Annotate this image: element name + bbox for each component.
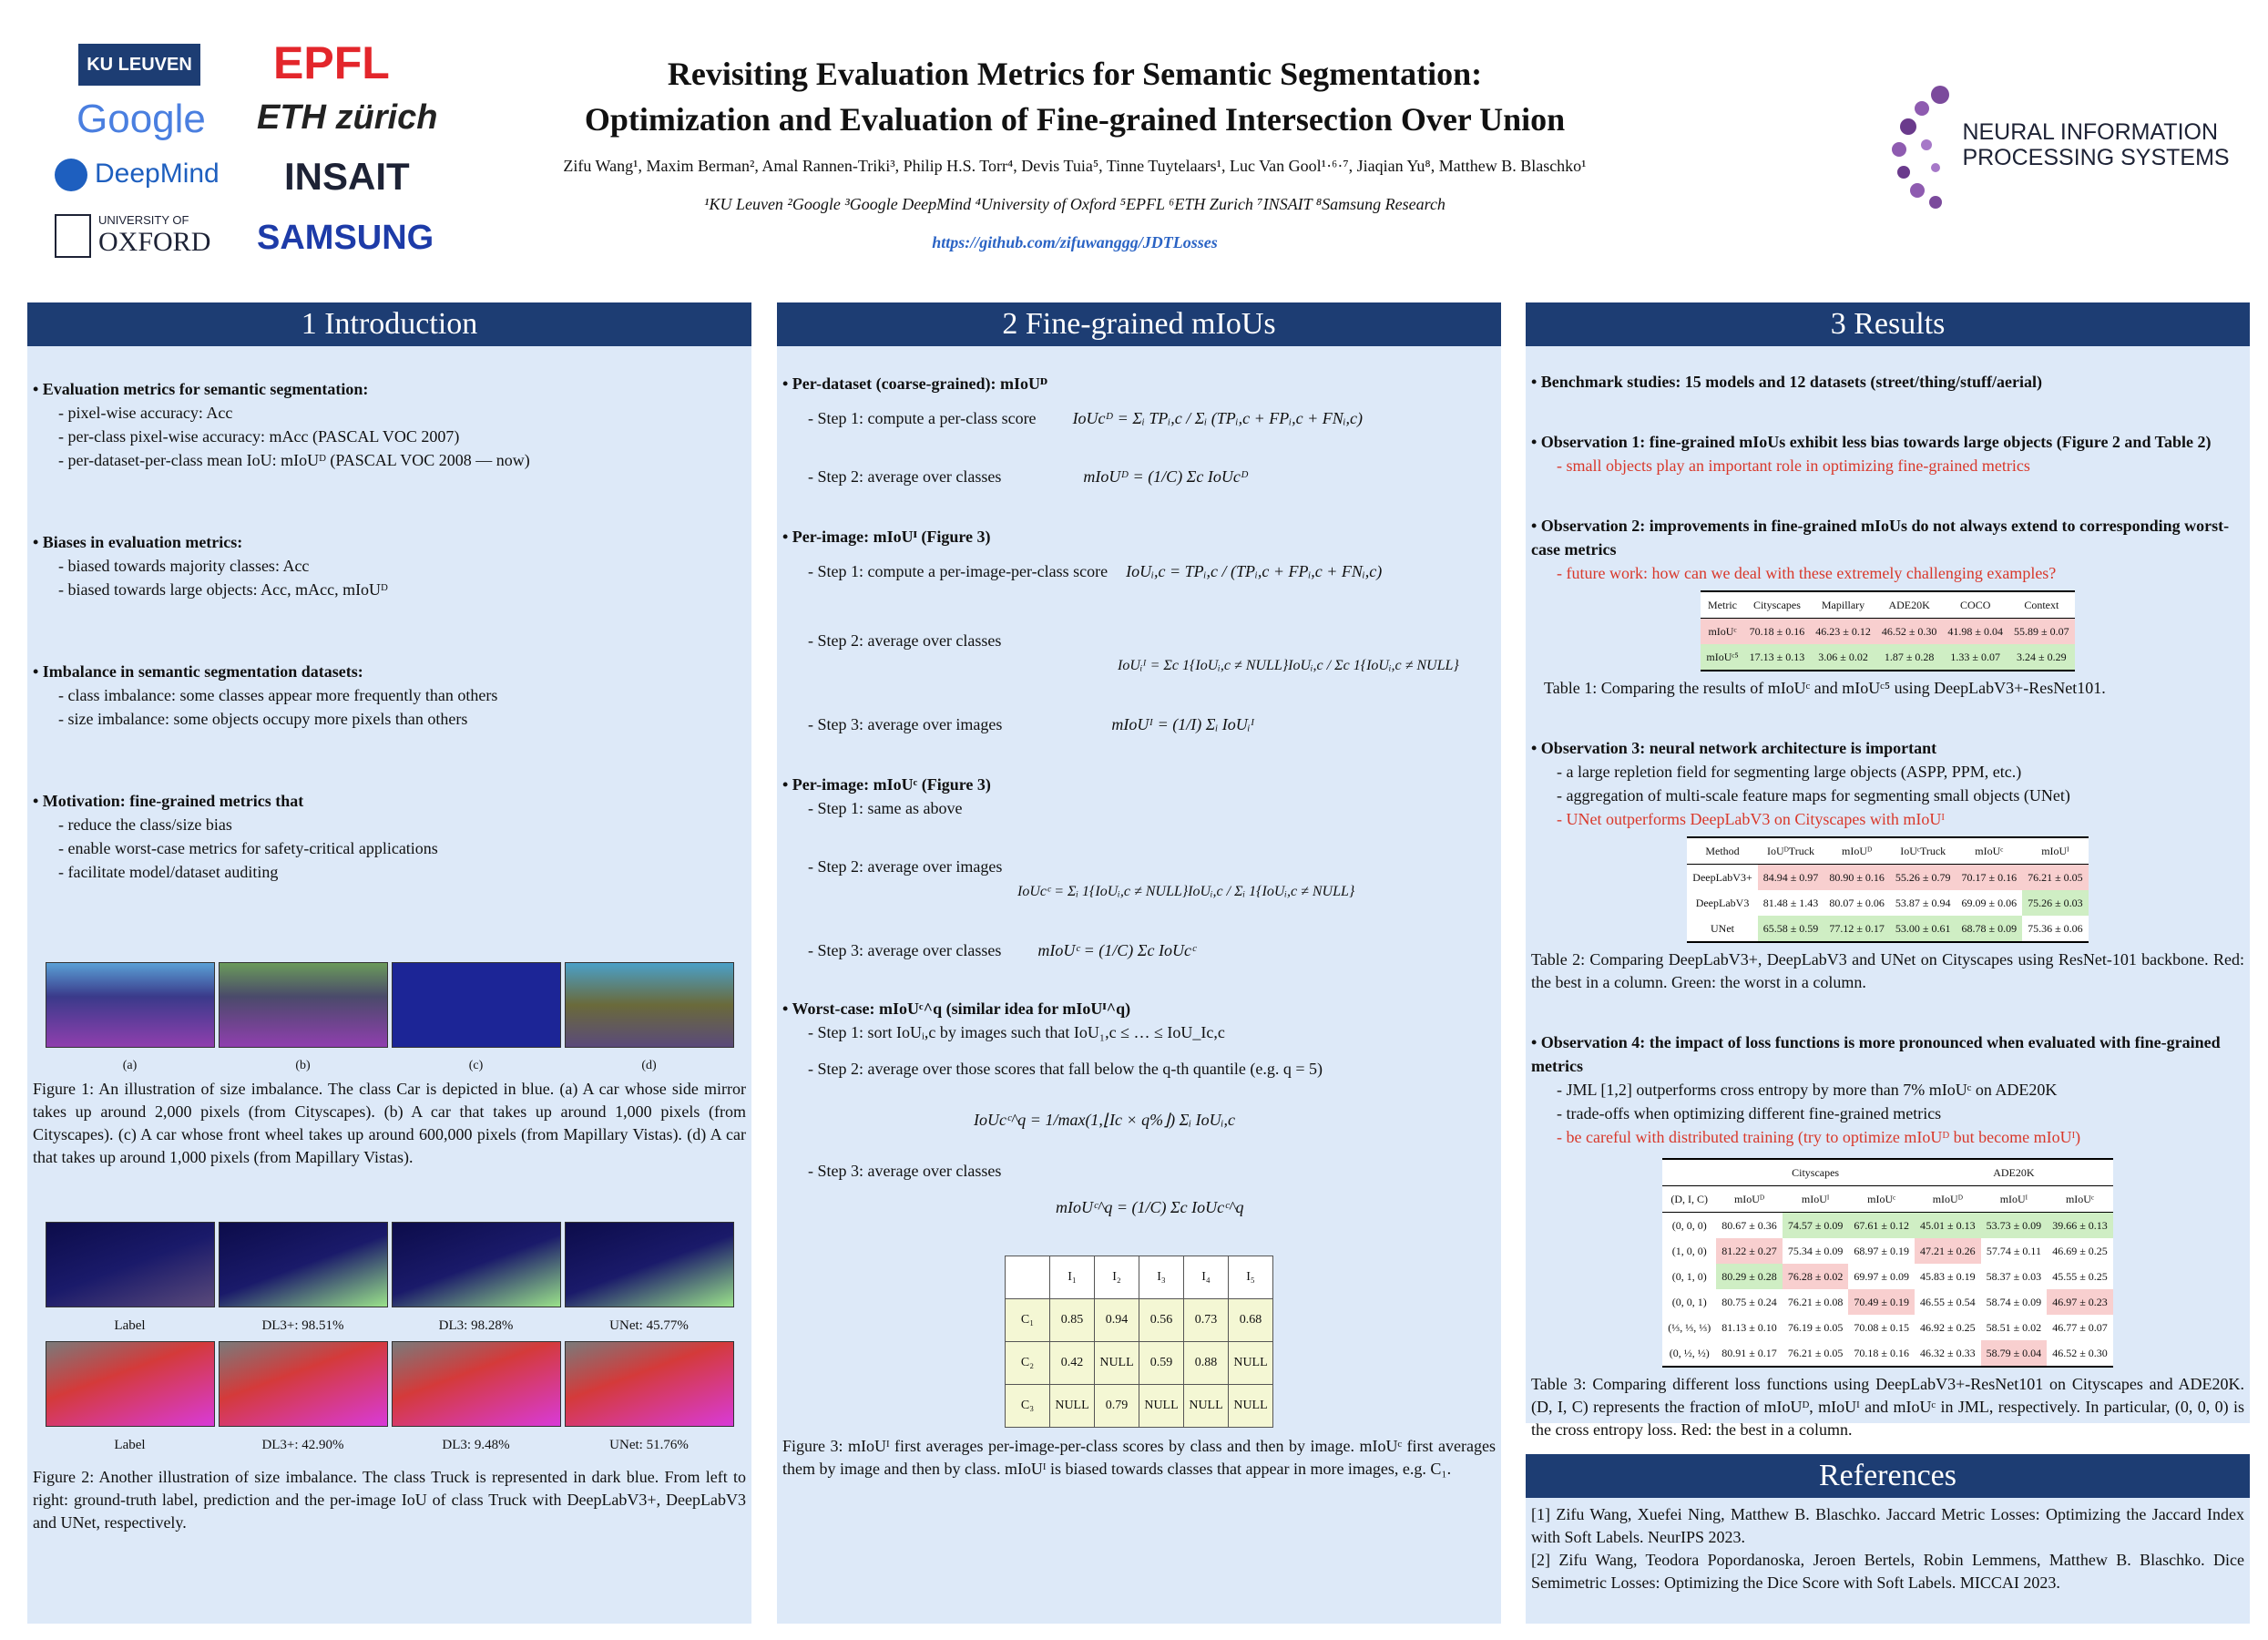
table-cell: 80.75 ± 0.24 — [1721, 1296, 1777, 1308]
table-cell: 47.21 ± 0.26 — [1915, 1238, 1981, 1264]
step — [782, 406, 1496, 430]
intro-list-item: - reduce the class/size bias — [58, 815, 232, 834]
neurips-dots-icon — [1885, 77, 1958, 213]
grid-cell: NULL — [1050, 1385, 1095, 1428]
figure1-image-c — [392, 962, 561, 1048]
table-cell: 46.69 ± 0.25 — [2052, 1245, 2108, 1257]
neurips-line1: NEURAL INFORMATION — [1962, 119, 2219, 145]
figure1-label: (a) — [122, 1059, 138, 1072]
step-text: - Step 2: average over images — [808, 857, 1003, 876]
grid-cell: 0.85 — [1050, 1299, 1095, 1342]
observation4: • Observation 4: the impact of loss functions is more pronounced when evaluated with fine-grained metrics — [1531, 1033, 2221, 1075]
table-cell: 80.91 ± 0.17 — [1721, 1347, 1777, 1359]
table-cell: 80.67 ± 0.36 — [1721, 1219, 1777, 1232]
oxford-text: OXFORD — [98, 227, 211, 257]
deepmind-text: DeepMind — [95, 159, 220, 189]
table-cell: mIoUᶜ⁵ — [1706, 651, 1739, 663]
poster-title-line1: Revisiting Evaluation Metrics for Semantic Segmentation: — [667, 56, 1483, 92]
observation4-item: - trade-offs when optimizing different fine-grained metrics — [1557, 1104, 1942, 1122]
table-cell: 68.97 ± 0.19 — [1854, 1245, 1909, 1257]
table-cell: 76.21 ± 0.05 — [1787, 1347, 1844, 1359]
figure3-caption: Figure 3: mIoUᴵ first averages per-image-per-class scores by class and then by image. mIoUᶜ first averages them by image and then by class. mIoUᴵ is biased towards classes that appear in more images, e.g. C₁. — [782, 1437, 1496, 1478]
grid-cell: NULL — [1184, 1385, 1229, 1428]
deepmind-icon — [55, 159, 87, 191]
table-cell: 3.06 ± 0.02 — [1818, 651, 1868, 663]
table-cell: (1, 0, 0) — [1671, 1245, 1707, 1257]
observation3-item: - aggregation of multi-scale feature maps for segmenting small objects (UNet) — [1557, 786, 2070, 805]
table-cell: DeepLabV3+ — [1692, 871, 1752, 884]
step-text: - Step 1: compute a per-image-per-class score — [808, 562, 1108, 580]
table-cell: 81.48 ± 1.43 — [1762, 897, 1819, 909]
table-cell: 75.34 ± 0.09 — [1787, 1245, 1844, 1257]
table-cell: 74.57 ± 0.09 — [1783, 1213, 1849, 1239]
table2 — [1687, 836, 2088, 943]
grid-cell: 0.73 — [1184, 1299, 1229, 1342]
figure2-image — [46, 1341, 215, 1427]
table-cell: 77.12 ± 0.17 — [1824, 916, 1890, 942]
step — [782, 938, 1496, 962]
reference-item: [2] Zifu Wang, Teodora Popordanoska, Jeroen Bertels, Robin Lemmens, Matthew B. Blaschko. Dice Semimetric Losses: Optimizing the Dice Score with Soft Labels. MICCAI 2023. — [1531, 1551, 2244, 1592]
table-cell: 76.19 ± 0.05 — [1787, 1321, 1844, 1334]
table3-caption: Table 3: Comparing different loss functions using DeepLabV3+-ResNet101 on Cityscapes and ADE20K. (D, I, C) represents the fraction of mIoUᴰ, mIoUᴵ and mIoUᶜ in JML, respectively. In particular, (0, 0, 0) is the cross entropy loss. Red: the best in a column. — [1531, 1375, 2244, 1439]
table-group-header: ADE20K — [1915, 1159, 2113, 1186]
table-cell: 46.92 ± 0.25 — [1920, 1321, 1976, 1334]
figure1-label: (c) — [468, 1059, 484, 1072]
step: - Step 2: average over those scores that fall below the q-th quantile (e.g. q = 5) — [808, 1060, 1323, 1078]
grid-cell: NULL — [1229, 1385, 1273, 1428]
figure1-image-d — [565, 962, 734, 1048]
section-per-image-I: • Per-image: mIoUᴵ (Figure 3) — [782, 528, 991, 546]
formula: mIoUᴵ = (1/I) Σᵢ IoUᵢᴵ — [1111, 715, 1255, 733]
grid-col-header: I₃ — [1139, 1256, 1184, 1299]
table-header: mIoUᶜ — [1956, 837, 2023, 865]
intro-heading-metrics: • Evaluation metrics for semantic segmentation: — [33, 380, 369, 398]
figure2-label: Label — [114, 1438, 146, 1452]
reference-item: [1] Zifu Wang, Xuefei Ning, Matthew B. Blaschko. Jaccard Metric Losses: Optimizing the Jaccard Index with Soft Labels. NeurIPS 2023. — [1531, 1505, 2244, 1546]
results-heading: 3 Results — [1526, 302, 2250, 346]
observation3-note: - UNet outperforms DeepLabV3 on Cityscapes with mIoUᴵ — [1557, 810, 1945, 828]
table-cell: 1.33 ± 0.07 — [1950, 651, 2001, 663]
table2-caption: Table 2: Comparing DeepLabV3+, DeepLabV3 and UNet on Cityscapes using ResNet-101 backbone. Red: the best in a column. Green: the worst in a column. — [1531, 950, 2244, 991]
formula: mIoUᶜ = (1/C) Σc IoUcᶜ — [1037, 941, 1196, 959]
intro-list-item: - per-dataset-per-class mean IoU: mIoUᴰ (PASCAL VOC 2008 — now) — [58, 451, 530, 469]
table-header: mIoUᴰ — [1915, 1186, 1981, 1213]
table-cell: 45.83 ± 0.19 — [1920, 1270, 1976, 1283]
table-header — [1662, 1159, 1716, 1186]
table1-caption: Table 1: Comparing the results of mIoUᶜ and mIoUᶜ⁵ using DeepLabV3+-ResNet101. — [1544, 679, 2106, 697]
table-header: mIoUᴵ — [2022, 837, 2089, 865]
table-cell: 84.94 ± 0.97 — [1758, 865, 1824, 891]
table-cell: 81.13 ± 0.10 — [1721, 1321, 1777, 1334]
table-cell: 81.22 ± 0.27 — [1716, 1238, 1783, 1264]
table-cell: 1.87 ± 0.28 — [1884, 651, 1935, 663]
table-cell: 58.51 ± 0.02 — [1986, 1321, 2042, 1334]
section-per-image-C: • Per-image: mIoUᶜ (Figure 3) — [782, 775, 991, 794]
intro-list-item: - per-class pixel-wise accuracy: mAcc (PASCAL VOC 2007) — [58, 427, 460, 446]
epfl-logo: EPFL — [273, 37, 390, 88]
grid-cell: 0.59 — [1139, 1342, 1184, 1385]
table-header: IoUᶜTruck — [1890, 837, 1956, 865]
table-cell: 69.09 ± 0.06 — [1961, 897, 2018, 909]
table-cell: 76.21 ± 0.08 — [1787, 1296, 1844, 1308]
table-cell: 53.87 ± 0.94 — [1895, 897, 1951, 909]
table-header: Metric — [1701, 591, 1743, 619]
step — [782, 559, 1496, 583]
table-cell: 41.98 ± 0.04 — [1947, 625, 2004, 638]
figure2-caption: Figure 2: Another illustration of size imbalance. The class Truck is represented in dark blue. From left to right: ground-truth label, prediction and the per-image IoU of class Truck with DeepLabV3+, DeepLabV3 and UNet, respectively. — [33, 1468, 746, 1532]
table-cell: 58.37 ± 0.03 — [1986, 1270, 2042, 1283]
intro-heading-biases: • Biases in evaluation metrics: — [33, 533, 243, 551]
table1 — [1701, 590, 2074, 671]
samsung-logo: SAMSUNG — [257, 219, 434, 257]
table-cell: 70.18 ± 0.16 — [1854, 1347, 1909, 1359]
step-text: - Step 2: average over classes — [808, 467, 1002, 486]
table-cell: 46.77 ± 0.07 — [2052, 1321, 2108, 1334]
step: - Step 1: sort IoUᵢ,c by images such that IoU₁,c ≤ … ≤ IoU_Ic,c — [808, 1023, 1225, 1041]
grid-cell: 0.79 — [1095, 1385, 1139, 1428]
table-cell: (0, 0, 1) — [1671, 1296, 1707, 1308]
figure2-image — [565, 1222, 734, 1307]
table-cell: (0, ½, ½) — [1669, 1347, 1710, 1359]
intro-list-item: - biased towards large objects: Acc, mAcc, mIoUᴰ — [58, 580, 388, 599]
figure2-label: DL3: 98.28% — [438, 1318, 514, 1333]
table-cell: (⅓, ⅓, ⅓) — [1668, 1321, 1711, 1334]
table-header: COCO — [1942, 591, 2008, 619]
introduction-panel — [27, 302, 751, 1624]
figure2-image — [219, 1341, 388, 1427]
figure2-row2 — [33, 1341, 746, 1457]
github-link[interactable]: https://github.com/zifuwanggg/JDTLosses — [932, 233, 1218, 251]
figure2-image — [219, 1222, 388, 1307]
grid-col-header: I₄ — [1184, 1256, 1229, 1299]
intro-list-item: - enable worst-case metrics for safety-critical applications — [58, 839, 438, 857]
figure1-image-b — [219, 962, 388, 1048]
grid-col-header: I₅ — [1229, 1256, 1273, 1299]
grid-row-header: C₁ — [1006, 1299, 1050, 1342]
intro-list-item: - facilitate model/dataset auditing — [58, 863, 279, 881]
results-panel — [1526, 302, 2250, 1439]
authors: Zifu Wang¹, Maxim Berman², Amal Rannen-Triki³, Philip H.S. Torr⁴, Devis Tuia⁵, Tinne Tuytelaars¹, Luc Van Gool¹·⁶·⁷, Jiaqian Yu⁸, Matthew B. Blaschko¹ — [563, 157, 1587, 175]
intro-list-item: - size imbalance: some objects occupy more pixels than others — [58, 710, 468, 728]
table-cell: 80.07 ± 0.06 — [1829, 897, 1885, 909]
figure1-caption: Figure 1: An illustration of size imbalance. The class Car is depicted in blue. (a) A car whose side mirror takes up around 2,000 pixels (from Cityscapes). (b) A car that takes up around 1,000 pixels (from Cityscapes). (c) A car whose front wheel takes up around 600,000 pixels (from Mapillary Vistas). (d) A car that takes up around 1,000 pixels (from Mapillary Vistas). — [33, 1080, 746, 1166]
formula: IoUᵢ,c = TPᵢ,c / (TPᵢ,c + FPᵢ,c + FNᵢ,c) — [1126, 562, 1383, 580]
table-cell: 53.73 ± 0.09 — [1981, 1213, 2048, 1239]
table-header: mIoUᶜ — [2047, 1186, 2113, 1213]
table-cell: mIoUᶜ — [1708, 625, 1737, 638]
table-header: Mapillary — [1810, 591, 1876, 619]
benchmark-text: • Benchmark studies: 15 models and 12 datasets (street/thing/stuff/aerial) — [1531, 373, 2042, 391]
table-cell: 46.55 ± 0.54 — [1920, 1296, 1976, 1308]
figure2-label: UNet: 51.76% — [609, 1438, 689, 1452]
observation3-item: - a large repletion field for segmenting large objects (ASPP, PPM, etc.) — [1557, 763, 2022, 781]
table-cell: 75.36 ± 0.06 — [2028, 922, 2083, 935]
observation4-item: - JML [1,2] outperforms cross entropy by more than 7% mIoUᶜ on ADE20K — [1557, 1081, 2058, 1099]
table-cell: 69.97 ± 0.09 — [1854, 1270, 1909, 1283]
table-cell: 3.24 ± 0.29 — [2017, 651, 2067, 663]
figure2-label: DL3+: 42.90% — [261, 1438, 344, 1452]
table-cell: 45.55 ± 0.25 — [2052, 1270, 2108, 1283]
table-cell: 70.49 ± 0.19 — [1848, 1289, 1915, 1315]
formula: mIoUᶜ^q = (1/C) Σc IoUcᶜ^q — [1056, 1198, 1244, 1216]
figure2-label: UNet: 45.77% — [609, 1318, 689, 1333]
figure2-image — [46, 1222, 215, 1307]
neurips-line2: PROCESSING SYSTEMS — [1962, 145, 2230, 170]
figure1 — [33, 962, 746, 1078]
grid-cell: NULL — [1229, 1342, 1273, 1385]
references-heading: References — [1526, 1454, 2250, 1498]
figure2-image — [392, 1222, 561, 1307]
figure1-image-a — [46, 962, 215, 1048]
table-cell: 65.58 ± 0.59 — [1758, 916, 1824, 942]
table-cell: 46.23 ± 0.12 — [1815, 625, 1871, 638]
observation4-note: - be careful with distributed training (try to optimize mIoUᴰ but become mIoUᴵ) — [1557, 1128, 2081, 1146]
kuleuven-logo: KU LEUVEN — [78, 44, 200, 86]
grid-cell: NULL — [1139, 1385, 1184, 1428]
table-cell: 55.89 ± 0.07 — [2014, 625, 2069, 638]
formula: IoUcᶜ^q = 1/max(1,⌊Ic × q%⌋) Σᵢ IoUᵢ,c — [974, 1111, 1235, 1129]
formula: mIoUᴰ = (1/C) Σc IoUcᴰ — [1083, 467, 1249, 486]
table-cell: 39.66 ± 0.13 — [2047, 1213, 2113, 1239]
formula: IoUcᶜ = Σᵢ 1{IoUᵢ,c ≠ NULL}IoUᵢ,c / Σᵢ 1{IoUᵢ,c ≠ NULL} — [1017, 884, 1355, 899]
grid-corner — [1006, 1256, 1050, 1299]
step — [782, 465, 1496, 488]
table-header: Context — [2008, 591, 2075, 619]
step-text: - Step 1: compute a per-class score — [808, 409, 1037, 427]
references-panel — [1526, 1454, 2250, 1624]
table-cell: 70.08 ± 0.15 — [1854, 1321, 1909, 1334]
table-cell: 76.28 ± 0.02 — [1783, 1264, 1849, 1289]
table-cell: 58.79 ± 0.04 — [1981, 1340, 2048, 1367]
affiliations: ¹KU Leuven ²Google ³Google DeepMind ⁴University of Oxford ⁵EPFL ⁶ETH Zurich ⁷INSAIT ⁸Samsung Research — [704, 195, 1446, 213]
table-cell: (0, 0, 0) — [1671, 1219, 1707, 1232]
table-cell: 80.90 ± 0.16 — [1824, 865, 1890, 891]
table-cell: 46.52 ± 0.30 — [1881, 625, 1937, 638]
figure1-label: (b) — [295, 1059, 311, 1072]
oxford-crest-icon — [55, 214, 91, 258]
intro-list-item: - pixel-wise accuracy: Acc — [58, 404, 233, 422]
table-cell: 80.29 ± 0.28 — [1716, 1264, 1783, 1289]
table-group-header: Cityscapes — [1716, 1159, 1915, 1186]
introduction-heading: 1 Introduction — [27, 302, 751, 346]
observation1-note: - small objects play an important role in optimizing fine-grained metrics — [1557, 456, 2030, 475]
grid-cell: NULL — [1095, 1342, 1139, 1385]
figure1-label: (d) — [641, 1059, 657, 1072]
table-cell: 45.01 ± 0.13 — [1915, 1213, 1981, 1239]
intro-heading-imbalance: • Imbalance in semantic segmentation datasets: — [33, 662, 363, 681]
table-header: ADE20K — [1876, 591, 1943, 619]
table-cell: 46.52 ± 0.30 — [2052, 1347, 2108, 1359]
neurips-logo — [1885, 77, 2230, 213]
table-cell: 68.78 ± 0.09 — [1956, 916, 2023, 942]
table-cell: 53.00 ± 0.61 — [1890, 916, 1956, 942]
grid-cell: 0.42 — [1050, 1342, 1095, 1385]
poster-header — [0, 0, 2268, 301]
grid-cell: 0.68 — [1229, 1299, 1273, 1342]
table-cell: 67.61 ± 0.12 — [1848, 1213, 1915, 1239]
figure2-label: DL3+: 98.51% — [261, 1318, 344, 1333]
table-header: mIoUᴰ — [1716, 1186, 1783, 1213]
table-cell: 46.32 ± 0.33 — [1920, 1347, 1976, 1359]
observation1: • Observation 1: fine-grained mIoUs exhibit less bias towards large objects (Figure 2 and Table 2) — [1531, 433, 2212, 451]
figure2-image — [565, 1341, 734, 1427]
figure2-image — [392, 1341, 561, 1427]
table-cell: 70.17 ± 0.16 — [1956, 865, 2023, 891]
table-cell: 17.13 ± 0.13 — [1749, 651, 1805, 663]
observation2-note: - future work: how can we deal with these extremely challenging examples? — [1557, 564, 2057, 582]
oxford-small-text: UNIVERSITY OF — [98, 213, 189, 227]
intro-heading-motivation: • Motivation: fine-grained metrics that — [33, 792, 304, 810]
table-cell: 57.74 ± 0.11 — [1986, 1245, 2041, 1257]
figure2-row1 — [33, 1222, 746, 1338]
grid-cell: 0.88 — [1184, 1342, 1229, 1385]
table-cell: 55.26 ± 0.79 — [1890, 865, 1956, 891]
table-cell: (0, 1, 0) — [1671, 1270, 1707, 1283]
step — [782, 629, 1496, 678]
eth-logo: ETH zürich — [257, 98, 438, 137]
step — [782, 855, 1496, 904]
grid-cell: 0.94 — [1095, 1299, 1139, 1342]
step: - Step 1: same as above — [808, 799, 963, 817]
oxford-logo — [55, 213, 210, 258]
table-cell: 70.18 ± 0.16 — [1749, 625, 1805, 638]
observation3: • Observation 3: neural network architecture is important — [1531, 739, 1937, 757]
figure2-label: DL3: 9.48% — [442, 1438, 510, 1452]
section-worst-case: • Worst-case: mIoUᶜ^q (similar idea for mIoUᴵ^q) — [782, 999, 1131, 1018]
table-header: IoUᴰTruck — [1758, 837, 1824, 865]
grid-col-header: I₂ — [1095, 1256, 1139, 1299]
deepmind-logo — [55, 159, 220, 191]
intro-list-item: - class imbalance: some classes appear more frequently than others — [58, 686, 498, 704]
section-per-dataset: • Per-dataset (coarse-grained): mIoUᴰ — [782, 374, 1047, 393]
formula: IoUcᴰ = Σᵢ TPᵢ,c / Σᵢ (TPᵢ,c + FPᵢ,c + FNᵢ,c) — [1072, 409, 1364, 427]
table-cell: 75.26 ± 0.03 — [2022, 890, 2089, 916]
intro-list-item: - biased towards majority classes: Acc — [58, 557, 310, 575]
observation2: • Observation 2: improvements in fine-grained mIoUs do not always extend to corresponding worst-case metrics — [1531, 517, 2230, 559]
step-text: - Step 3: average over images — [808, 715, 1003, 733]
step: - Step 3: average over classes — [808, 1162, 1002, 1180]
figure3-grid — [1005, 1256, 1273, 1428]
table-header: Cityscapes — [1744, 591, 1811, 619]
table-cell: 58.74 ± 0.09 — [1986, 1296, 2042, 1308]
poster-title-line2: Optimization and Evaluation of Fine-grained Intersection Over Union — [584, 101, 1566, 138]
table-header: mIoUᶜ — [1848, 1186, 1915, 1213]
table-header: mIoUᴵ — [1981, 1186, 2048, 1213]
grid-row-header: C₂ — [1006, 1342, 1050, 1385]
step-text: - Step 3: average over classes — [808, 941, 1002, 959]
table-cell: 76.21 ± 0.05 — [2022, 865, 2089, 891]
table-header: mIoUᴰ — [1824, 837, 1890, 865]
grid-cell: 0.56 — [1139, 1299, 1184, 1342]
table3 — [1662, 1158, 2113, 1368]
formula: IoUᵢᴵ = Σc 1{IoUᵢ,c ≠ NULL}IoUᵢ,c / Σc 1{IoUᵢ,c ≠ NULL} — [1118, 658, 1459, 673]
table-cell: DeepLabV3 — [1695, 897, 1750, 909]
fine-grained-heading: 2 Fine-grained mIoUs — [777, 302, 1501, 346]
grid-row-header: C₃ — [1006, 1385, 1050, 1428]
table-cell: UNet — [1711, 922, 1734, 935]
step — [782, 712, 1496, 736]
figure2-label: Label — [114, 1318, 146, 1333]
step-text: - Step 2: average over classes — [808, 631, 1002, 650]
table-header: Method — [1687, 837, 1757, 865]
table-cell: 46.97 ± 0.23 — [2047, 1289, 2113, 1315]
fine-grained-panel — [777, 302, 1501, 1624]
insait-logo: INSAIT — [284, 155, 410, 198]
google-logo: Google — [77, 97, 206, 141]
table-header: mIoUᴵ — [1783, 1186, 1849, 1213]
table-header: (D, I, C) — [1662, 1186, 1716, 1213]
grid-col-header: I₁ — [1050, 1256, 1095, 1299]
